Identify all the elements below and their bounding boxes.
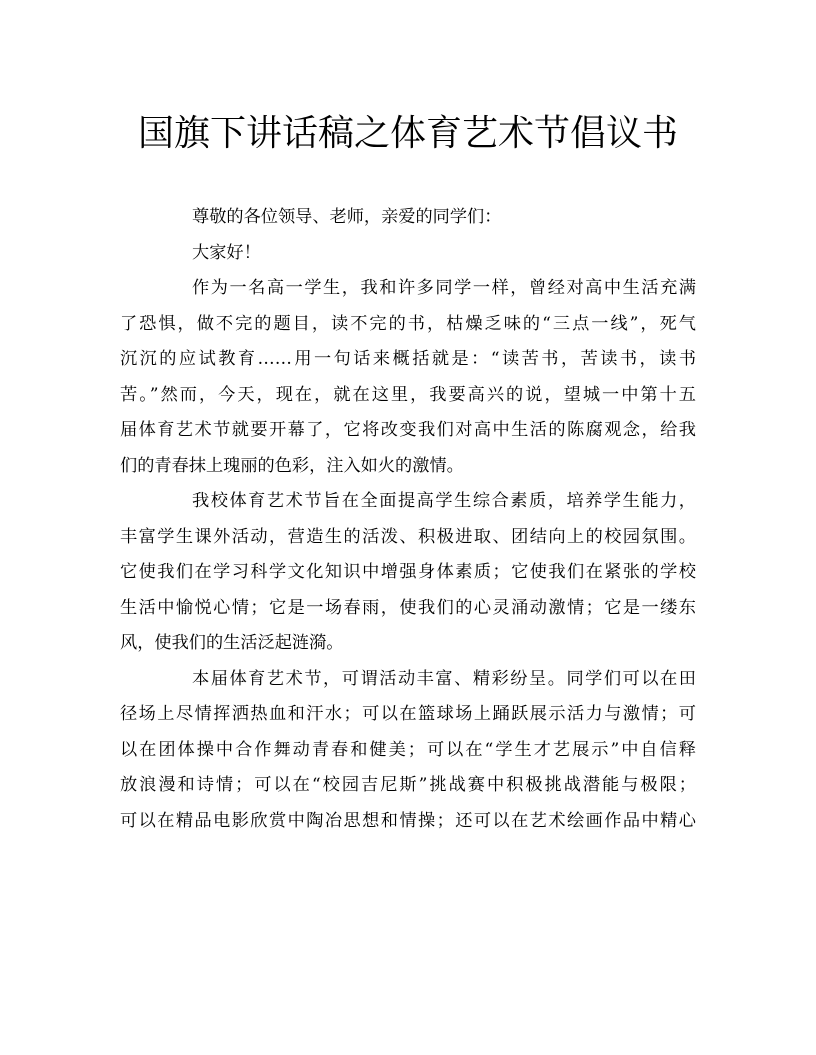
text-line: 以在团体操中合作舞动青春和健美；可以在“学生才艺展示”中自信释 <box>120 739 696 760</box>
text-line: 届体育艺术节就要开幕了，它将改变我们对高中生活的陈腐观念，给我 <box>120 420 696 440</box>
text-line: 可以在精品电影欣赏中陶冶思想和情操；还可以在艺术绘画作品中精心 <box>120 810 696 831</box>
text-line: 本届体育艺术节，可谓活动丰富、精彩纷呈。同学们可以在田 <box>192 668 696 689</box>
text-line: 沉沉的应试教育……用一句话来概括就是：“读苦书，苦读书，读书 <box>120 349 696 369</box>
text-line: 径场上尽情挥洒热血和汗水；可以在篮球场上踊跃展示活力与激情；可 <box>120 704 696 724</box>
text-line: 生活中愉悦心情；它是一场春雨，使我们的心灵涌动激情；它是一缕东 <box>120 597 696 618</box>
text-line: 们的青春抹上瑰丽的色彩，注入如火的激情。 <box>120 455 464 476</box>
text-line: 作为一名高一学生，我和许多同学一样，曾经对高中生活充满 <box>192 278 696 298</box>
document-body <box>120 200 696 839</box>
text-line: 丰富学生课外活动，营造生的活泼、积极进取、团结向上的校园氛围。 <box>120 526 696 547</box>
text-line: 它使我们在学习科学文化知识中增强身体素质；它使我们在紧张的学校 <box>120 562 696 582</box>
text-line-greeting: 大家好！ <box>192 242 261 263</box>
text-line: 我校体育艺术节旨在全面提高学生综合素质，培养学生能力， <box>192 491 696 511</box>
text-line: 了恐惧，做不完的题目，读不完的书，枯燥乏味的“三点一线”，死气 <box>120 313 696 334</box>
document-title: 国旗下讲话稿之体育艺术节倡议书 <box>137 113 678 154</box>
text-line: 苦。”然而，今天，现在，就在这里，我要高兴的说，望城一中第十五 <box>120 384 696 405</box>
text-line-salutation: 尊敬的各位领导、老师，亲爱的同学们： <box>192 207 502 227</box>
text-line: 放浪漫和诗情；可以在“校园吉尼斯”挑战赛中积极挑战潜能与极限； <box>120 775 696 795</box>
text-line: 风，使我们的生活泛起涟漪。 <box>120 633 344 653</box>
